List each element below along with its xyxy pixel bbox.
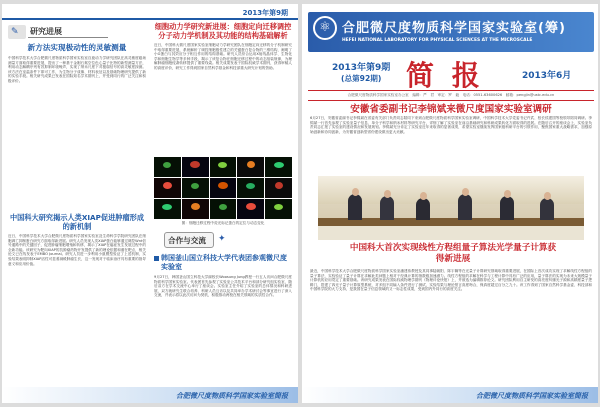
section-badge-exchange <box>154 230 292 252</box>
right-page <box>302 4 598 403</box>
left-column-2 <box>154 22 292 371</box>
masthead-title: 合肥微尺度物质科学国家实验室(筹) <box>342 21 566 36</box>
issue-number: 2013年第9期 <box>332 63 391 73</box>
article4-title <box>154 254 292 272</box>
headline-1-body: 6月27日，安徽省委副书记李锦斌在省委有关部门负责同志陪同下来到合肥微尺度物质科学国家实验室调研，中国科学技术大学党委书记许武、校长侯建国等校领导陪同调研。李锦斌一行首先参观了实验室量子信息、单分子科学和纳米材料等研究平台，详细了解了实验室在前沿基础研究和科研成果转化方面取得的进展。在随后召开的座谈会上，实验室负责同志汇报了实验室的建设情况和发展规划。李锦斌充分肯定了实验室近年来取得的显著成绩，希望实验室继续发挥国家级科研平台的引领作用，聚焦国家重大战略需求，加强原始创新和协同创新，为安徽省创新型省份建设做出更大贡献。 <box>310 116 592 134</box>
issue-info <box>332 60 390 84</box>
book-icon: ✎ <box>11 27 19 37</box>
contact-line: 合肥微尺度物质科学国家实验室办公室 编辑：严 君 审定：罗 毅 电话：0551-63600626 邮箱：pengjin@ustc.edu.cn <box>308 90 594 101</box>
article2-title: 中国科大研究揭示人类XIAP促进肿瘤形成的新机制 <box>9 213 145 231</box>
left-header-rule <box>2 18 298 20</box>
headline-2-body: 最近，中国科学技术大学合肥微尺度物质科学国家实验室潘建伟教授及其同事陆朝阳、陈宇翱等在光量子计算研究领域取得重要进展，在国际上首次成功实现了求解线性方程组的量子算法，实验验证了量子计算在求解此类问题上相对于经典计算的指数级加速潜力。线性方程组的求解在科学与工程计算中具有广泛的应用，量子算法的实现为未来大规模量子计算机的应用奠定了重要基础。该研究成果发表在国际权威物理学期刊《物理评论快报》上，并被选为编辑推荐论文。研究团队利用自主研发的高亮度纠缠光子源和高精度量子逻辑门，搭建了四光子量子计算原型系统，对多组不同输入条件进行了测试，实验结果与理论预言高度吻合，保真度超过百分之九十。该工作得到了国家自然科学基金委、科技部和中国科学院的大力支持，是我国在量子信息领域的又一标志性成果，受到国内外同行的高度关注。 <box>310 269 592 292</box>
left-footer <box>2 387 298 403</box>
footer-text-right: 合肥微尺度物质科学国家实验室简报 <box>476 392 588 400</box>
article3-body: 近日，中国科大微尺度国家实验室细胞动力学研究团队在细胞定向迁移的分子机制研究中取得重要进展，系统解析了调控细胞极性建立的关键蛋白复合物的三维结构，阐明了小G蛋白与其效应分子相互作用的结构基础。研究人员综合运用X射线晶体学、生物化学和细胞生物学等多种手段，揭示了该复合物在细胞迁移过程中的动态组装规律，为理解肿瘤细胞侵袭转移提供了重要线索。相关成果发表于国际权威学术期刊，获得审稿人的高度评价，研究工作得到国家自然科学基金和科技部重大研究计划的资助。 <box>154 43 292 70</box>
footer-text: 合肥微尺度物质科学国家实验室简报 <box>176 392 288 400</box>
masthead <box>308 12 594 52</box>
masthead-subtitle: HEFEI NATIONAL LABORATORY FOR PHYSICAL SCIENCES AT THE MICROSCALE <box>342 38 533 43</box>
newsletter-title: 简 报 <box>406 59 484 92</box>
issue-total: (总第92期) <box>341 74 382 83</box>
section-title-research: 研究进展 <box>30 27 62 36</box>
micrograph-figure <box>154 157 292 219</box>
meeting-photo <box>318 176 584 240</box>
article1-title: 新方法实现极动性的灵敏测量 <box>27 43 127 52</box>
left-header: 2013年第9期 <box>242 9 288 17</box>
section-title-exchange: 合作与交流 <box>168 236 206 245</box>
article2-body: 近日，中国科学技术大学合肥微尺度物质科学国家实验室及生命科学学院研究团队在细胞凋亡抑制蛋白研究方面取得新进展。研究人员发现人类XIAP蛋白能够通过调控Wnt信号通路中的关键因子，促进肿瘤细胞增殖和转移，揭示了XIAP在癌症发生发展过程中的全新功能。该研究为靶向XIAP的抗肿瘤药物开发提供了新的理论依据和潜在靶点，相关论文已在线发表于EMBO Journal。研究人员进一步利用小鼠模型验证了上述机制，实验结果表明抑制XIAP活性可显著减缓肿瘤生长，这一发现对于临床治疗具有重要的指导意义和应用价值。 <box>8 234 146 266</box>
headline-1: 安徽省委副书记李锦斌来微尺度国家实验室调研 <box>350 104 552 115</box>
square-bullet-icon <box>154 256 159 261</box>
right-footer <box>302 387 598 403</box>
section-badge-research <box>8 22 146 40</box>
article3-title: 细胞动力学研究新进展：细胞定向迁移调控分子动力学机制及其功能的结构基础解析 <box>154 22 292 40</box>
article4-body: 9月27日，韩国釜山国立科技大学副校长Woosung Jung教授一行五人访问合肥微尺度物质科学国家实验室。代表团首先参观了实验室公共技术平台和部分研究组实验室，随后双方在学术交流中心举行了座谈会。实验室主任介绍了实验室的总体情况和科研进展，双方就研究生联合培养、科研人员互访以及共同举办学术研讨会等事宜进行了深入交流，并表示将以此次访问为契机，积极推动两校在相关领域的实质性合作。 <box>154 275 292 298</box>
article1-body: 中国科学技术大学合肥微尺度物质科学国家实验室自旋动力学研究团队在高灵敏度磁场测量方面取得重要进展，提出了一种基于金刚石氮空位色心量子比特的新型测量方法，利用动态解耦序列有效抑制环境噪声，实现了纳米尺度下对极弱信号的高灵敏度探测。该方法在室温条件下即可工作，为生物分子成像、材料表征以及基础物理研究提供了新的实验手段。相关研究成果已发表在国际知名学术期刊上，并受到同行的广泛关注和积极评价。 <box>8 56 146 83</box>
lab-logo-icon: ⚛ <box>313 16 337 40</box>
handshake-icon: ✦ <box>218 234 226 244</box>
issue-date: 2013年6月 <box>522 71 572 81</box>
left-page <box>2 4 298 403</box>
headline-2: 中国科大首次实现线性方程组量子算法光学量子计算获得新进展 <box>349 243 557 264</box>
article4-title-text: 韩国釜山国立科技大学代表团参观微尺度实验室 <box>161 254 287 271</box>
figure-caption: 图：细胞迁移过程中荧光标记蛋白的定位与动态变化 <box>181 221 265 225</box>
left-column-1 <box>8 22 146 380</box>
